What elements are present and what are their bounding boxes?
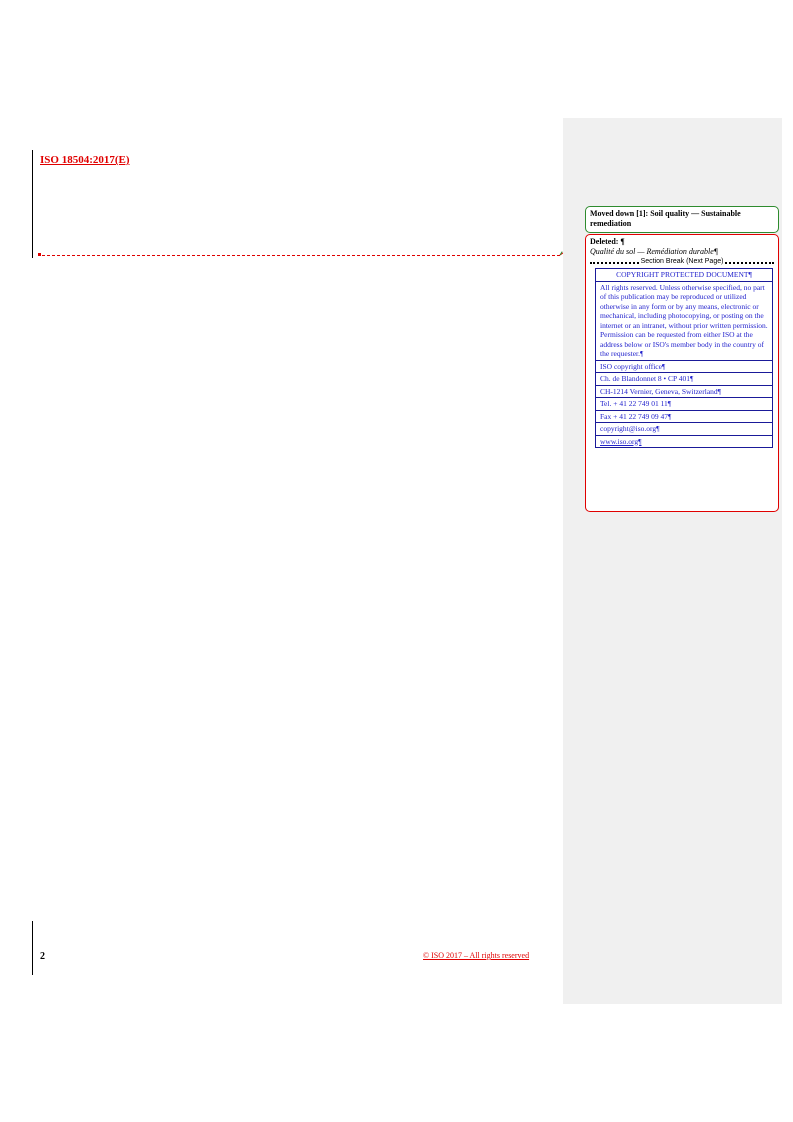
page-number: 2 — [40, 951, 45, 962]
deletion-anchor-mark[interactable] — [38, 253, 41, 256]
deletion-leader-line — [42, 255, 560, 256]
copyright-table — [595, 268, 773, 448]
copyright-office: ISO copyright office¶ — [596, 360, 773, 373]
footer-copyright: © ISO 2017 – All rights reserved — [423, 951, 530, 960]
copyright-web-link[interactable]: www.iso.org¶ — [596, 435, 773, 448]
copyright-city: CH-1214 Vernier, Geneva, Switzerland¶ — [596, 385, 773, 398]
copyright-tel: Tel. + 41 22 749 01 11¶ — [596, 398, 773, 411]
section-break-marker — [590, 257, 774, 267]
copyright-notice: All rights reserved. Unless otherwise specified, no part of this publication may be reproduced or utilized otherwise in any form or by any means, electronic or mechanical, including photocopying, or posting on the internet or an intranet, without prior written permission. Permission can be requested from either ISO at the address below or ISO's member body in the country of the requester.¶ — [596, 281, 773, 360]
footer-change-bar — [32, 921, 33, 975]
section-break-label: Section Break (Next Page) — [640, 258, 724, 265]
deleted-label: Deleted: ¶ — [590, 237, 625, 246]
moved-balloon-text: Moved down [1]: Soil quality — Sustainable remediation — [590, 209, 741, 228]
deleted-comment-balloon[interactable] — [585, 234, 779, 512]
copyright-email[interactable]: copyright@iso.org¶ — [596, 423, 773, 436]
header-standard-reference: ISO 18504:2017(E) — [40, 154, 130, 166]
copyright-fax: Fax + 41 22 749 09 47¶ — [596, 410, 773, 423]
copyright-heading: COPYRIGHT PROTECTED DOCUMENT¶ — [596, 269, 773, 282]
french-title: Qualité du sol — Remédiation durable¶ — [590, 247, 718, 256]
moved-comment-balloon[interactable] — [585, 206, 779, 233]
copyright-street: Ch. de Blandonnet 8 • CP 401¶ — [596, 373, 773, 386]
change-bar — [32, 150, 33, 258]
